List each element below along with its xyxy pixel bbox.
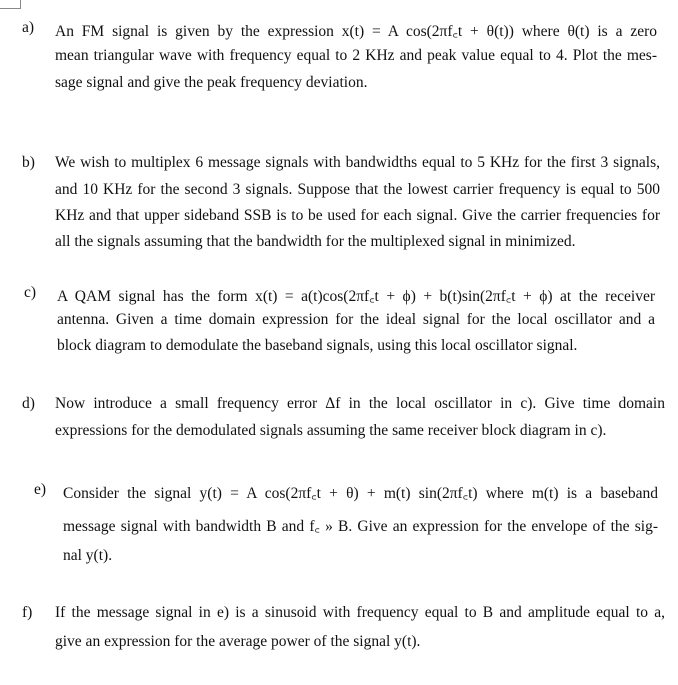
question-text-line: antenna. Given a time domain expression for the ideal signal for the local oscillator and a	[57, 311, 655, 328]
question-text-line: all the signals assuming that the bandwidth for the multiplexed signal in minimized.	[55, 233, 576, 250]
question-label: e)	[34, 481, 47, 498]
question-label: d)	[22, 395, 35, 412]
question-text-line: A QAM signal has the form x(t) = a(t)cos(2πf꜀t + ϕ) + b(t)sin(2πf꜀t + ϕ) at the receiver	[57, 288, 655, 305]
question-label: f)	[22, 604, 33, 621]
question-label: c)	[24, 284, 37, 301]
question-text-line: KHz and that upper sideband SSB is to be used for each signal. Give the carrier frequencies for	[55, 207, 660, 224]
question-text-line: Consider the signal y(t) = A cos(2πf꜀t + θ) + m(t) sin(2πf꜀t) where m(t) is a baseband	[63, 485, 658, 502]
question-text-line: An FM signal is given by the expression x(t) = A cos(2πf꜀t + θ(t)) where θ(t) is a zero	[55, 23, 657, 40]
question-text-line: mean triangular wave with frequency equal to 2 KHz and peak value equal to 4. Plot the mes-	[55, 47, 657, 64]
corner-mark	[0, 0, 21, 9]
question-text-line: If the message signal in e) is a sinusoid with frequency equal to B and amplitude equal to a,	[55, 604, 665, 621]
question-text-line: nal y(t).	[63, 547, 113, 564]
question-text-line: give an expression for the average power of the signal y(t).	[55, 633, 421, 650]
question-text-line: sage signal and give the peak frequency deviation.	[55, 74, 368, 91]
question-text-line: We wish to multiplex 6 message signals with bandwidths equal to 5 KHz for the first 3 signals,	[55, 154, 660, 171]
question-text-line: message signal with bandwidth B and f꜀ » B. Give an expression for the envelope of the sig-	[63, 518, 658, 535]
question-text-line: and 10 KHz for the second 3 signals. Suppose that the lowest carrier frequency is equal to 500	[55, 181, 660, 198]
question-label: a)	[22, 19, 35, 36]
question-text-line: Now introduce a small frequency error Δf in the local oscillator in c). Give time domain	[55, 395, 665, 412]
question-text-line: expressions for the demodulated signals assuming the same receiver block diagram in c).	[55, 422, 607, 439]
question-label: b)	[22, 154, 35, 171]
question-text-line: block diagram to demodulate the baseband signals, using this local oscillator signal.	[57, 337, 578, 354]
